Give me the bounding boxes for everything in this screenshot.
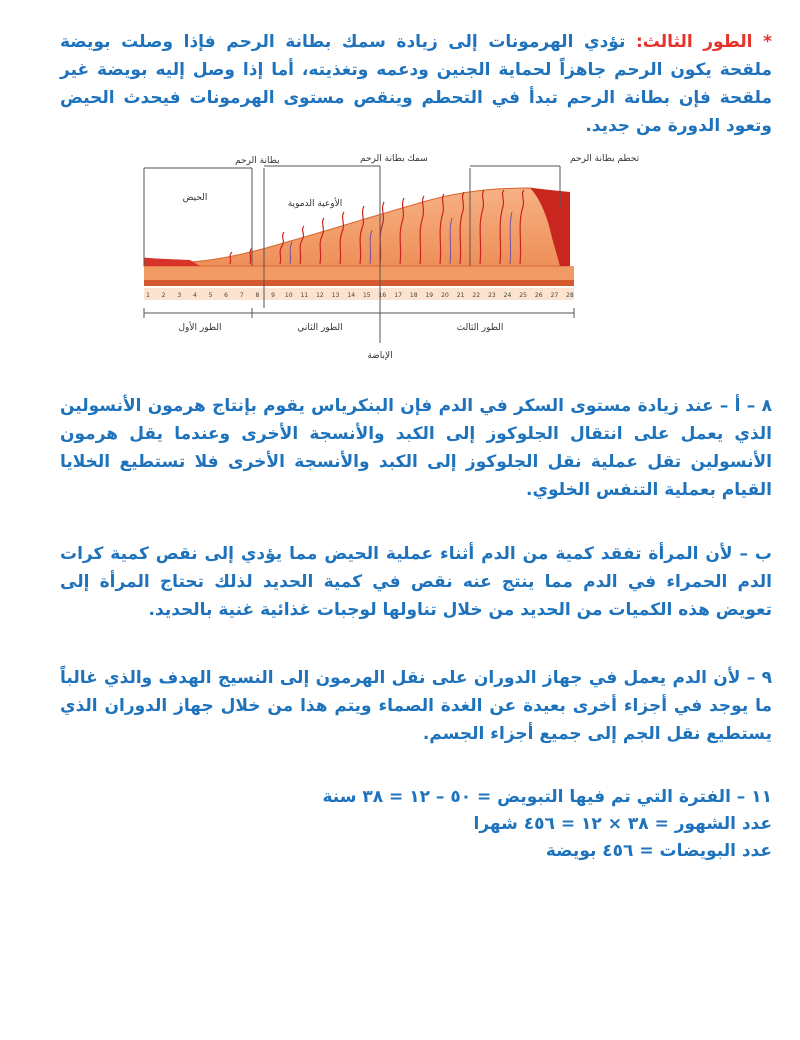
menses-red: [144, 258, 200, 266]
day-tick-label: 9: [271, 292, 275, 299]
base-band-dark: [144, 280, 574, 286]
day-tick-label: 18: [409, 292, 418, 299]
day-tick-label: 20: [441, 292, 449, 299]
answer-9: ٩ – لأن الدم يعمل في جهاز الدوران على نقل الهرمون إلى النسيج الهدف والذي غالباً ما يوجد في أجزاء أخرى بعيدة عن الغدة الصماء ويتم هذا من خلال جهاز الدوران الذي يستطيع نقل الجم إلى جميع أجزاء الجسم.: [60, 668, 772, 744]
day-tick-label: 6: [224, 292, 229, 299]
day-tick-label: 12: [316, 292, 324, 299]
stage3-title: الطور الثالث:: [635, 32, 753, 52]
label-thickness: سمك بطانة الرحم: [360, 154, 428, 164]
day-tick-label: 19: [425, 292, 434, 299]
label-menses: الحيض: [182, 193, 208, 203]
day-tick-label: 24: [503, 292, 512, 299]
label-lining: بطانة الرحم: [235, 156, 280, 166]
label-phase2: الطور الثاني: [297, 323, 343, 333]
day-tick-label: 1: [146, 292, 150, 299]
day-tick-label: 25: [519, 292, 527, 299]
day-tick-label: 26: [534, 292, 543, 299]
label-phase3: الطور الثالث: [456, 323, 504, 333]
endometrium-shape: [144, 188, 568, 266]
day-tick-label: 14: [347, 292, 356, 299]
day-tick-label: 3: [177, 292, 182, 299]
day-tick-label: 5: [208, 292, 213, 299]
label-phase1: الطور الأول: [178, 323, 222, 333]
answer-11-line3: عدد البويضات = ٤٥٦ بويضة: [545, 841, 772, 861]
label-vessels: الأوعية الدموية: [287, 199, 343, 209]
day-tick-label: 8: [255, 292, 260, 299]
answer-8a: ٨ – أ – عند زيادة مستوى السكر في الدم فإن البنكرياس يقوم بإنتاج هرمون الأنسولين الذي يعمل على انتقال الجلوكوز إلى الكبد والأنسجة الأخرى وعندما يقل هرمون الأنسولين تقل عملية نقل الجلوكوز إلى الكبد والأنسجة الأخرى فلا تستطيع الخلايا القيام بعملية التنفس الخلوي.: [60, 396, 772, 500]
day-tick-label: 21: [456, 292, 465, 299]
answer-11-line1: ١١ – الفترة التي تم فيها التبويض = ٥٠ – ١٢ = ٣٨ سنة: [322, 787, 772, 807]
stage3-body: تؤدي الهرمونات إلى زيادة سمك بطانة الرحم فإذا وصلت بويضة ملقحة يكون الرحم جاهزاً لحماية الجنين ودعمه وتغذيته، أما إذا وصل إليه بويضة غير ملقحة فإن بطانة الرحم تبدأ في التحطم وينقص مستوى الهرمونات فيحدث الحيض وتعود الدورة من جديد.: [60, 32, 772, 136]
day-tick-label: 23: [488, 292, 496, 299]
day-tick-label: 10: [284, 292, 293, 299]
day-tick-label: 4: [192, 292, 197, 299]
menstrual-cycle-diagram: [130, 148, 640, 378]
stage3-marker: *: [763, 32, 772, 52]
day-tick-label: 13: [331, 292, 340, 299]
day-tick-label: 22: [472, 292, 481, 299]
stage3-paragraph: [60, 28, 772, 140]
answer-11-line2: عدد الشهور = ٣٨ × ١٢ = ٤٥٦ شهرا: [473, 814, 772, 834]
day-tick-label: 11: [300, 292, 309, 299]
day-tick-label: 28: [566, 292, 574, 299]
day-tick-label: 16: [378, 292, 387, 299]
day-tick-label: 27: [550, 292, 559, 299]
day-tick-label: 2: [161, 292, 166, 299]
day-tick-label: 15: [362, 292, 371, 299]
answer-8b: ب – لأن المرأة تفقد كمية من الدم أثناء عملية الحيض مما يؤدي إلى نقص كمية كرات الدم الحمراء في الدم مما ينتج عنه نقص في كمية الحديد لذلك تحتاج المرأة إلى تعويض هذه الكميات من الحديد من خلال تناولها لوجبات غذائية غنية بالحديد.: [60, 544, 772, 620]
label-ovulation: الإباضة: [367, 351, 393, 361]
day-tick-label: 17: [394, 292, 402, 299]
day-tick-label: 7: [239, 292, 244, 299]
label-breakdown: تحطم بطانة الرحم: [570, 154, 640, 164]
